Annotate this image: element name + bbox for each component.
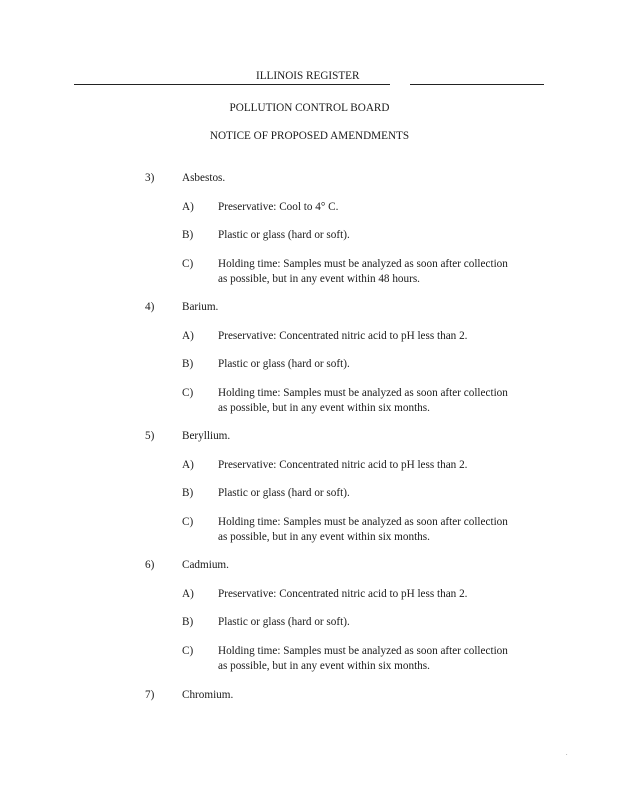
item-letter: A) xyxy=(182,201,194,213)
item-letter: C) xyxy=(182,516,194,528)
section-number: 3) xyxy=(145,172,155,184)
section-number: 7) xyxy=(145,689,155,701)
item-letter: B) xyxy=(182,616,194,628)
item-text-continued: as possible, but in any event within six months. xyxy=(218,531,430,543)
item-text: Plastic or glass (hard or soft). xyxy=(218,229,350,241)
item-text: Plastic or glass (hard or soft). xyxy=(218,358,350,370)
item-text: Holding time: Samples must be analyzed as soon after collection xyxy=(218,387,508,399)
item-text: Holding time: Samples must be analyzed as soon after collection xyxy=(218,258,508,270)
item-letter: A) xyxy=(182,588,194,600)
section-title: Barium. xyxy=(182,301,219,313)
item-letter: A) xyxy=(182,330,194,342)
register-title: ILLINOIS REGISTER xyxy=(256,70,360,82)
item-text: Preservative: Concentrated nitric acid to pH less than 2. xyxy=(218,330,468,342)
section-number: 5) xyxy=(145,430,155,442)
header-rule-left xyxy=(74,84,390,85)
notice-title: NOTICE OF PROPOSED AMENDMENTS xyxy=(209,130,410,142)
section-number: 6) xyxy=(145,559,155,571)
item-text: Preservative: Cool to 4° C. xyxy=(218,201,339,213)
header-rule-right xyxy=(410,84,544,85)
item-letter: B) xyxy=(182,229,194,241)
section-title: Beryllium. xyxy=(182,430,231,442)
item-letter: B) xyxy=(182,358,194,370)
item-letter: A) xyxy=(182,459,194,471)
item-letter: C) xyxy=(182,645,194,657)
scan-speck: . xyxy=(566,751,568,757)
item-text: Holding time: Samples must be analyzed as soon after collection xyxy=(218,516,508,528)
item-text-continued: as possible, but in any event within 48 hours. xyxy=(218,273,420,285)
item-text-continued: as possible, but in any event within six months. xyxy=(218,660,430,672)
item-text: Preservative: Concentrated nitric acid to pH less than 2. xyxy=(218,588,468,600)
section-title: Asbestos. xyxy=(182,172,226,184)
section-title: Cadmium. xyxy=(182,559,229,571)
section-title: Chromium. xyxy=(182,689,234,701)
item-text: Preservative: Concentrated nitric acid to pH less than 2. xyxy=(218,459,468,471)
item-letter: C) xyxy=(182,387,194,399)
item-letter: B) xyxy=(182,487,194,499)
item-text: Plastic or glass (hard or soft). xyxy=(218,487,350,499)
item-text: Plastic or glass (hard or soft). xyxy=(218,616,350,628)
board-title: POLLUTION CONTROL BOARD xyxy=(229,102,390,114)
item-text: Holding time: Samples must be analyzed as soon after collection xyxy=(218,645,508,657)
item-letter: C) xyxy=(182,258,194,270)
section-number: 4) xyxy=(145,301,155,313)
item-text-continued: as possible, but in any event within six months. xyxy=(218,402,430,414)
